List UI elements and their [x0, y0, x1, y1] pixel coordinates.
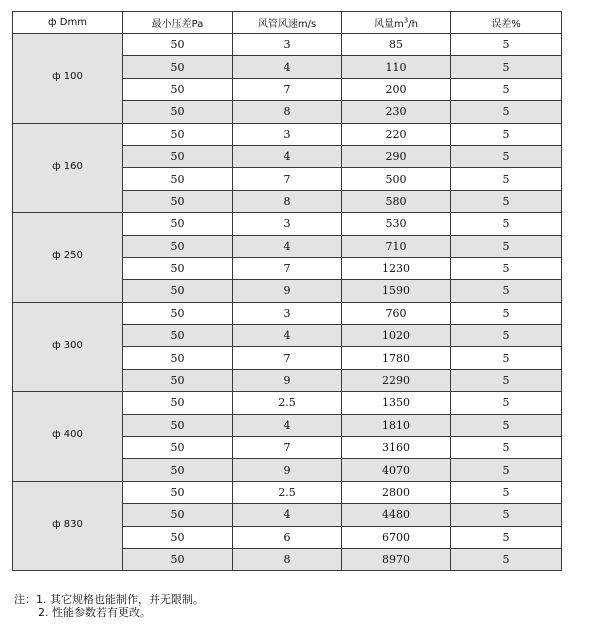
diameter-cell: ф 400: [13, 392, 123, 482]
diameter-cell: ф 160: [13, 123, 123, 213]
tolerance-cell: 5: [451, 123, 562, 145]
pressure-cell: 50: [123, 504, 233, 526]
pressure-cell: 50: [123, 280, 233, 302]
velocity-cell: 3: [233, 302, 342, 324]
pressure-cell: 50: [123, 123, 233, 145]
airflow-cell: 1350: [342, 392, 451, 414]
tolerance-cell: 5: [451, 190, 562, 212]
velocity-cell: 4: [233, 235, 342, 257]
header-airflow-suffix: /h: [408, 19, 418, 30]
header-min-pressure: 最小压差Pa: [123, 12, 233, 34]
pressure-cell: 50: [123, 325, 233, 347]
table-row: [13, 302, 562, 324]
tolerance-cell: 5: [451, 481, 562, 503]
airflow-cell: 1020: [342, 325, 451, 347]
velocity-cell: 7: [233, 168, 342, 190]
velocity-cell: 7: [233, 347, 342, 369]
airflow-cell: 200: [342, 78, 451, 100]
velocity-cell: 9: [233, 459, 342, 481]
airflow-cell: 580: [342, 190, 451, 212]
tolerance-cell: 5: [451, 213, 562, 235]
header-diameter: ф Dmm: [13, 12, 123, 34]
tolerance-cell: 5: [451, 548, 562, 570]
airflow-cell: 230: [342, 101, 451, 123]
table-row: [13, 213, 562, 235]
airflow-cell: 530: [342, 213, 451, 235]
pressure-cell: 50: [123, 369, 233, 391]
diameter-cell: ф 100: [13, 34, 123, 124]
pressure-cell: 50: [123, 437, 233, 459]
airflow-spec-table: [12, 11, 562, 571]
velocity-cell: 9: [233, 280, 342, 302]
pressure-cell: 50: [123, 101, 233, 123]
velocity-cell: 4: [233, 56, 342, 78]
diameter-cell: ф 830: [13, 481, 123, 571]
velocity-cell: 3: [233, 34, 342, 56]
velocity-cell: 8: [233, 548, 342, 570]
diameter-cell: ф 250: [13, 213, 123, 303]
pressure-cell: 50: [123, 257, 233, 279]
airflow-cell: 85: [342, 34, 451, 56]
velocity-cell: 4: [233, 414, 342, 436]
tolerance-cell: 5: [451, 56, 562, 78]
airflow-cell: 3160: [342, 437, 451, 459]
header-airflow-sup: 3: [403, 16, 409, 25]
pressure-cell: 50: [123, 548, 233, 570]
velocity-cell: 3: [233, 123, 342, 145]
velocity-cell: 3: [233, 213, 342, 235]
airflow-cell: 1810: [342, 414, 451, 436]
airflow-cell: 710: [342, 235, 451, 257]
velocity-cell: 4: [233, 325, 342, 347]
pressure-cell: 50: [123, 481, 233, 503]
airflow-cell: 4070: [342, 459, 451, 481]
pressure-cell: 50: [123, 526, 233, 548]
velocity-cell: 7: [233, 257, 342, 279]
tolerance-cell: 5: [451, 437, 562, 459]
pressure-cell: 50: [123, 78, 233, 100]
pressure-cell: 50: [123, 168, 233, 190]
header-tolerance: 误差%: [451, 12, 562, 34]
tolerance-cell: 5: [451, 302, 562, 324]
tolerance-cell: 5: [451, 145, 562, 167]
airflow-cell: 2290: [342, 369, 451, 391]
velocity-cell: 4: [233, 145, 342, 167]
velocity-cell: 9: [233, 369, 342, 391]
pressure-cell: 50: [123, 347, 233, 369]
tolerance-cell: 5: [451, 369, 562, 391]
pressure-cell: 50: [123, 145, 233, 167]
header-duct-velocity: 风管风速m/s: [233, 12, 342, 34]
airflow-cell: 500: [342, 168, 451, 190]
tolerance-cell: 5: [451, 325, 562, 347]
table-row: [13, 34, 562, 56]
table-row: [13, 123, 562, 145]
tolerance-cell: 5: [451, 168, 562, 190]
tolerance-cell: 5: [451, 347, 562, 369]
pressure-cell: 50: [123, 414, 233, 436]
table-body: [13, 34, 562, 571]
diameter-cell: ф 300: [13, 302, 123, 392]
velocity-cell: 6: [233, 526, 342, 548]
tolerance-cell: 5: [451, 101, 562, 123]
footnotes: [14, 593, 204, 619]
airflow-cell: 290: [342, 145, 451, 167]
tolerance-cell: 5: [451, 526, 562, 548]
pressure-cell: 50: [123, 56, 233, 78]
tolerance-cell: 5: [451, 34, 562, 56]
airflow-cell: 1590: [342, 280, 451, 302]
velocity-cell: 2.5: [233, 481, 342, 503]
airflow-cell: 8970: [342, 548, 451, 570]
footnote-1: 注：1. 其它规格也能制作，并无限制。: [14, 593, 204, 606]
table-row: [13, 392, 562, 414]
pressure-cell: 50: [123, 302, 233, 324]
velocity-cell: 4: [233, 504, 342, 526]
airflow-cell: 220: [342, 123, 451, 145]
tolerance-cell: 5: [451, 257, 562, 279]
airflow-cell: 2800: [342, 481, 451, 503]
pressure-cell: 50: [123, 34, 233, 56]
tolerance-cell: 5: [451, 235, 562, 257]
pressure-cell: 50: [123, 213, 233, 235]
airflow-cell: 6700: [342, 526, 451, 548]
velocity-cell: 8: [233, 101, 342, 123]
velocity-cell: 8: [233, 190, 342, 212]
table-header-row: [13, 12, 562, 34]
tolerance-cell: 5: [451, 459, 562, 481]
tolerance-cell: 5: [451, 78, 562, 100]
header-airflow-prefix: 风量m: [374, 19, 404, 30]
tolerance-cell: 5: [451, 392, 562, 414]
tolerance-cell: 5: [451, 504, 562, 526]
table-row: [13, 481, 562, 503]
pressure-cell: 50: [123, 190, 233, 212]
airflow-cell: 1780: [342, 347, 451, 369]
tolerance-cell: 5: [451, 414, 562, 436]
velocity-cell: 2.5: [233, 392, 342, 414]
footnote-2: 2. 性能参数若有更改。: [38, 606, 151, 619]
header-airflow: [342, 12, 451, 34]
pressure-cell: 50: [123, 392, 233, 414]
airflow-cell: 760: [342, 302, 451, 324]
airflow-cell: 4480: [342, 504, 451, 526]
airflow-cell: 1230: [342, 257, 451, 279]
tolerance-cell: 5: [451, 280, 562, 302]
pressure-cell: 50: [123, 235, 233, 257]
airflow-cell: 110: [342, 56, 451, 78]
pressure-cell: 50: [123, 459, 233, 481]
velocity-cell: 7: [233, 437, 342, 459]
velocity-cell: 7: [233, 78, 342, 100]
